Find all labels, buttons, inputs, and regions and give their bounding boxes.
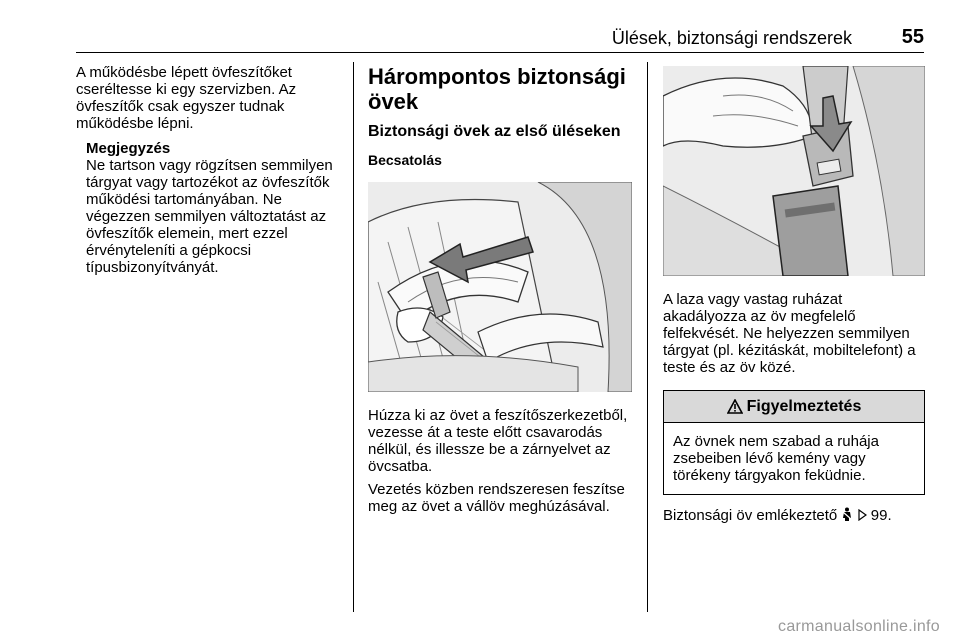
intro-paragraph: A működésbe lépett övfeszítőket cseréltesse ki egy szervizben. Az övfeszítők csak egyszer tudnak működésbe lépni. [76, 64, 297, 132]
figure-fastening-seatbelt [368, 182, 632, 392]
column-3 [663, 66, 929, 524]
column-divider-left [353, 62, 354, 612]
watermark: carmanualsonline.info [778, 618, 940, 635]
note-text: Ne tartson vagy rögzítsen semmilyen tárgyat vagy tartozékot az övfeszítők működési tartományában. Ne végezzen semmilyen változtatást az övfeszítők elemein, mert ezzel érvényteleníti a gépkocsi típusbizonyítványát. [86, 157, 333, 276]
buckle-insertion-illustration [663, 66, 925, 276]
figure-buckle-insertion [663, 66, 925, 276]
section-heading: Hárompontos biztonsági övek [368, 64, 626, 114]
subsection-heading: Biztonsági övek az első üléseken [368, 123, 621, 140]
warning-triangle-icon [727, 399, 743, 414]
column-divider-right [647, 62, 648, 612]
column-2 [368, 64, 634, 515]
seatbelt-icon [841, 507, 853, 522]
page-header [76, 24, 924, 54]
reminder-text: Biztonsági öv emlékeztető [663, 507, 838, 524]
column-1 [76, 64, 338, 276]
reminder-page-ref[interactable]: 99. [870, 507, 892, 524]
page-reference-arrow-icon [858, 509, 867, 521]
warning-header [664, 391, 924, 423]
page-number: 55 [901, 26, 924, 48]
note-block [76, 140, 338, 276]
reminder-line [663, 507, 929, 524]
seatbelt-fastening-illustration [368, 182, 632, 392]
header-title: Ülések, biztonsági rendszerek [611, 28, 852, 48]
warning-heading: Figyelmeztetés [746, 398, 862, 415]
clothing-paragraph: A laza vagy vastag ruházat akadályozza az öv megfelelő felfekvését. Ne helyezzen semmilyen tárgyat (pl. kézitáskát, mobiltelefont) a teste és az öv közé. [663, 291, 916, 376]
instruction-paragraph-1: Húzza ki az övet a feszítőszerkezetből, vezesse át a teste előtt csavarodás nélkül, és illessze be a zárnyelvet az övcsatba. [368, 407, 628, 475]
note-heading: Megjegyzés [86, 140, 171, 157]
header-rule [76, 52, 924, 53]
warning-box [663, 390, 925, 495]
warning-text: Az övnek nem szabad a ruhája zsebeiben lévő kemény vagy törékeny tárgyakon feküdnie. [673, 433, 879, 484]
subsubsection-heading: Becsatolás [368, 152, 442, 168]
instruction-paragraph-2: Vezetés közben rendszeresen feszítse meg az övet a vállöv meghúzásával. [368, 481, 625, 515]
